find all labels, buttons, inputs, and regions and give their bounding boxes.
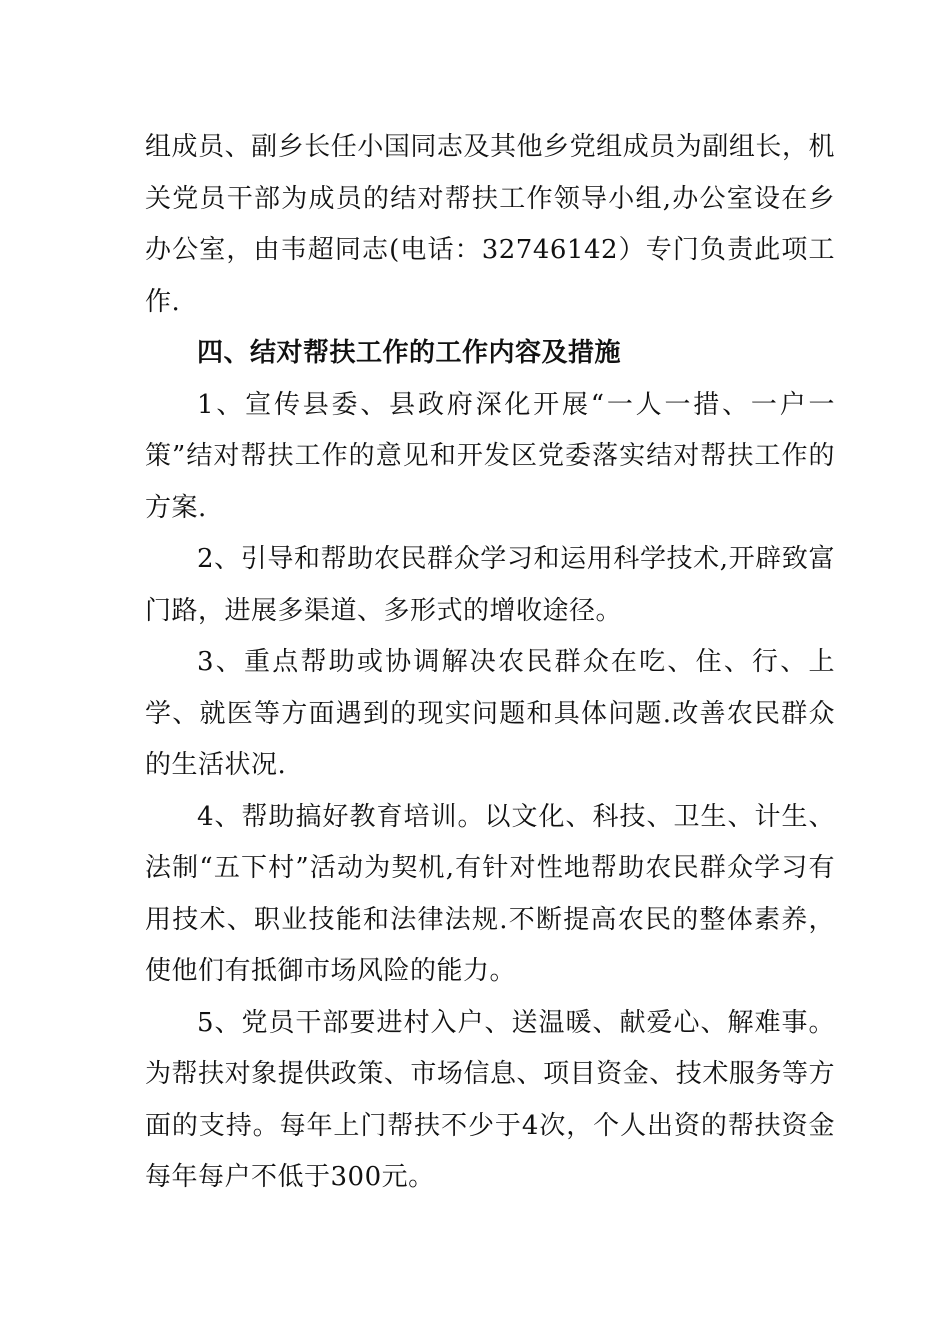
paragraph-intro: 组成员、副乡长任小国同志及其他乡党组成员为副组长，机关党员干部为成员的结对帮扶工作领导小组,办公室设在乡办公室，由韦超同志(电话：32746142）专门负责此项工作. (145, 132, 835, 317)
paragraph-item-2: 2、引导和帮助农民群众学习和运用科学技术,开辟致富门路，进展多渠道、多形式的增收途径。 (145, 544, 835, 626)
paragraph-item-1: 1、宣传县委、县政府深化开展“一人一措、一户一策”结对帮扶工作的意见和开发区党委落实结对帮扶工作的方案. (145, 389, 835, 523)
section-heading: 四、结对帮扶工作的工作内容及措施 (197, 338, 622, 368)
paragraph-item-4: 4、帮助搞好教育培训。以文化、科技、卫生、计生、法制“五下村”活动为契机,有针对性地帮助农民群众学习有用技术、职业技能和法律法规.不断提高农民的整体素养，使他们有抵御市场风险的能力。 (145, 801, 835, 986)
paragraph-item-3: 3、重点帮助或协调解决农民群众在吃、住、行、上学、就医等方面遇到的现实问题和具体问题.改善农民群众的生活状况. (145, 647, 835, 780)
paragraph-item-5: 5、党员干部要进村入户、送温暖、献爱心、解难事。为帮扶对象提供政策、市场信息、项目资金、技术服务等方面的支持。每年上门帮扶不少于4次，个人出资的帮扶资金每年每户不低于300元。 (145, 1007, 835, 1192)
document-body (145, 122, 835, 1204)
